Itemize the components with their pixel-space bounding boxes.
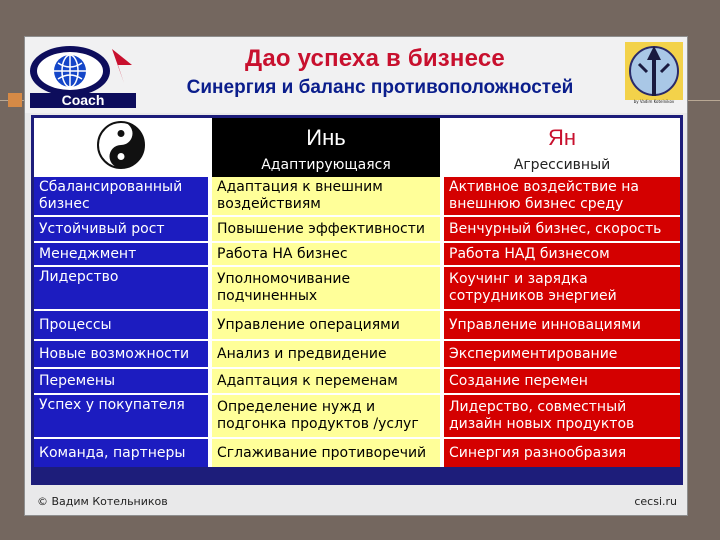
row-label: Команда, партнеры	[34, 439, 212, 467]
accent-square	[8, 93, 22, 107]
row-label: Сбалансированный бизнес	[34, 177, 212, 217]
yang-header	[444, 118, 680, 177]
table-row	[34, 395, 680, 439]
row-yin: Адаптация к внешним воздействиям	[212, 177, 444, 217]
row-yang: Экспериментирование	[444, 341, 680, 369]
slide-header	[25, 37, 687, 113]
coach-logo	[28, 43, 138, 109]
page-title: Дао успеха в бизнесе	[245, 45, 505, 72]
copyright: © Вадим Котельников	[37, 495, 168, 508]
row-yang: Коучинг и зарядка сотрудников энергией	[444, 267, 680, 311]
slide-footer	[25, 489, 687, 515]
comparison-table-frame	[31, 115, 683, 485]
row-yin: Адаптация к переменам	[212, 369, 444, 395]
comparison-table	[34, 118, 680, 467]
row-label: Перемены	[34, 369, 212, 395]
table-row	[34, 177, 680, 217]
row-label: Лидерство	[34, 267, 212, 311]
compass-arrow-icon	[625, 42, 683, 100]
site-link[interactable]: cecsi.ru	[634, 495, 677, 508]
table-row	[34, 243, 680, 267]
row-yin: Анализ и предвидение	[212, 341, 444, 369]
yin-subtitle: Адаптирующаяся	[261, 157, 391, 173]
row-yin: Определение нужд и подгонка продуктов /услуг	[212, 395, 444, 439]
row-label: Процессы	[34, 311, 212, 341]
coach-logo-text: Coach	[61, 92, 105, 108]
row-yin: Повышение эффективности	[212, 217, 444, 243]
yang-subtitle: Агрессивный	[513, 157, 611, 173]
row-yin: Управление операциями	[212, 311, 444, 341]
row-label: Успех у покупателя	[34, 395, 212, 439]
yin-title: Инь	[306, 125, 346, 150]
yin-header	[212, 118, 444, 177]
table-row	[34, 439, 680, 467]
table-row	[34, 341, 680, 369]
yang-title: Ян	[547, 125, 577, 150]
row-yang: Венчурный бизнес, скорость	[444, 217, 680, 243]
table-row	[34, 267, 680, 311]
row-yang: Активное воздействие на внешнюю бизнес среду	[444, 177, 680, 217]
row-yang: Работа НАД бизнесом	[444, 243, 680, 267]
table-row	[34, 217, 680, 243]
row-label: Менеджмент	[34, 243, 212, 267]
page-subtitle: Синергия и баланс противоположностей	[186, 77, 574, 98]
slide	[24, 36, 688, 516]
yin-yang-cell	[34, 118, 212, 177]
yin-yang-icon	[96, 120, 146, 170]
row-yin: Сглаживание противоречий	[212, 439, 444, 467]
row-yang: Лидерство, совместный дизайн новых продуктов	[444, 395, 680, 439]
table-row	[34, 369, 680, 395]
compass-logo-caption: by Vadim Kotelnikov	[633, 99, 675, 104]
table-row	[34, 311, 680, 341]
row-label: Новые возможности	[34, 341, 212, 369]
row-yang: Управление инновациями	[444, 311, 680, 341]
row-yang: Синергия разнообразия	[444, 439, 680, 467]
row-yang: Создание перемен	[444, 369, 680, 395]
table-header-row	[34, 118, 680, 177]
row-yin: Работа НА бизнес	[212, 243, 444, 267]
row-label: Устойчивый рост	[34, 217, 212, 243]
row-yin: Уполномочивание подчиненных	[212, 267, 444, 311]
